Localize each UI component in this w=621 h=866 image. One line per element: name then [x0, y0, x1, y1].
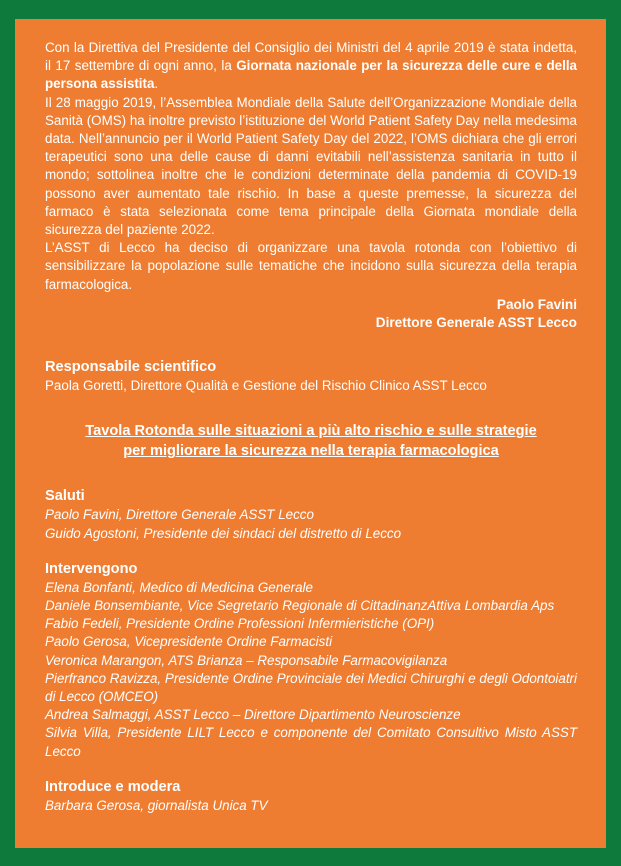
intro-text: Con la Direttiva del Presidente del Consiglio dei Ministri del 4 aprile 2019 è stata indetta, il 17 settembre di ogni anno, la	[45, 40, 577, 74]
scientific-text: Paola Goretti, Direttore Qualità e Gestione del Rischio Clinico ASST Lecco	[45, 378, 487, 394]
saluti-item: Guido Agostoni, Presidente dei sindaci del distretto di Lecco	[45, 525, 402, 541]
speaker-item: Daniele Bonsembiante, Vice Segretario Regionale di CittadinanzAttiva Lombardia Aps	[45, 598, 555, 614]
intro-paragraph-3: L’ASST di Lecco ha deciso di organizzare una tavola rotonda con l’obiettivo di sensibilizzare la popolazione sulle tematiche che incidono sulla sicurezza della terapia farmacologica.	[45, 240, 577, 292]
speaker-item: Andrea Salmaggi, ASST Lecco – Direttore Dipartimento Neuroscienze	[45, 707, 461, 723]
moderator-heading: Introduce e modera	[45, 778, 181, 795]
spacer	[45, 761, 577, 778]
spacer	[45, 461, 577, 487]
intro-text-end: .	[154, 76, 159, 92]
spacer	[45, 543, 577, 560]
scientific-heading: Responsabile scientifico	[45, 359, 217, 376]
speaker-item: Elena Bonfanti, Medico di Medicina Generale	[45, 579, 313, 595]
intro-highlight: Giornata nazionale per la sicurezza delle cure e della persona assistita	[45, 58, 577, 92]
speaker-item: Pierfranco Ravizza, Presidente Ordine Provinciale dei Medici Chirurghi e degli Odontoiatri di Lecco (OMCEO)	[45, 670, 577, 705]
intervengono-heading: Intervengono	[45, 560, 138, 577]
saluti-heading: Saluti	[45, 488, 85, 505]
speaker-item: Silvia Villa, Presidente LILT Lecco e componente del Comitato Consultivo Misto ASST Lecco	[45, 725, 577, 759]
moderator-text: Barbara Gerosa, giornalista Unica TV	[45, 797, 268, 813]
saluti-item: Paolo Favini, Direttore Generale ASST Lecco	[45, 507, 314, 523]
speaker-item: Veronica Marangon, ATS Brianza – Responsabile Farmacovigilanza	[45, 652, 448, 668]
speaker-item: Fabio Fedeli, Presidente Ordine Professioni Infermieristiche (OPI)	[45, 616, 435, 632]
roundtable-title-line-2: per migliorare la sicurezza nella terapia farmacologica	[123, 443, 499, 460]
signature-name: Paolo Favini	[496, 296, 577, 312]
spacer	[45, 332, 577, 358]
roundtable-title-line-1: Tavola Rotonda sulle situazioni a più alto rischio e sulle strategie	[85, 423, 537, 440]
flyer-panel	[15, 19, 606, 848]
intro-paragraph-1	[45, 39, 577, 94]
speaker-item: Paolo Gerosa, Vicepresidente Ordine Farmacisti	[45, 634, 333, 650]
intro-paragraph-2: Il 28 maggio 2019, l’Assemblea Mondiale della Salute dell’Organizzazione Mondiale della Sanità (OMS) ha inoltre previsto l’istituzione del World Patient Safety Day nella medesima data. Nell’annuncio per il World Patient Safety Day del 2022, l’OMS dichiara che gli errori terapeutici sono una delle cause di danni evitabili nell’assistenza sanitaria in tutto il mondo; sottolinea inoltre che le condizioni determinate della pandemia di COVID-19 possono aver aumentato tale rischio. In base a queste premesse, la sicurezza del farmaco è stata selezionata come tema principale della Giornata mondiale della sicurezza del paziente 2022.	[45, 94, 577, 238]
spacer	[45, 395, 577, 421]
signature-role: Direttore Generale ASST Lecco	[375, 315, 577, 331]
